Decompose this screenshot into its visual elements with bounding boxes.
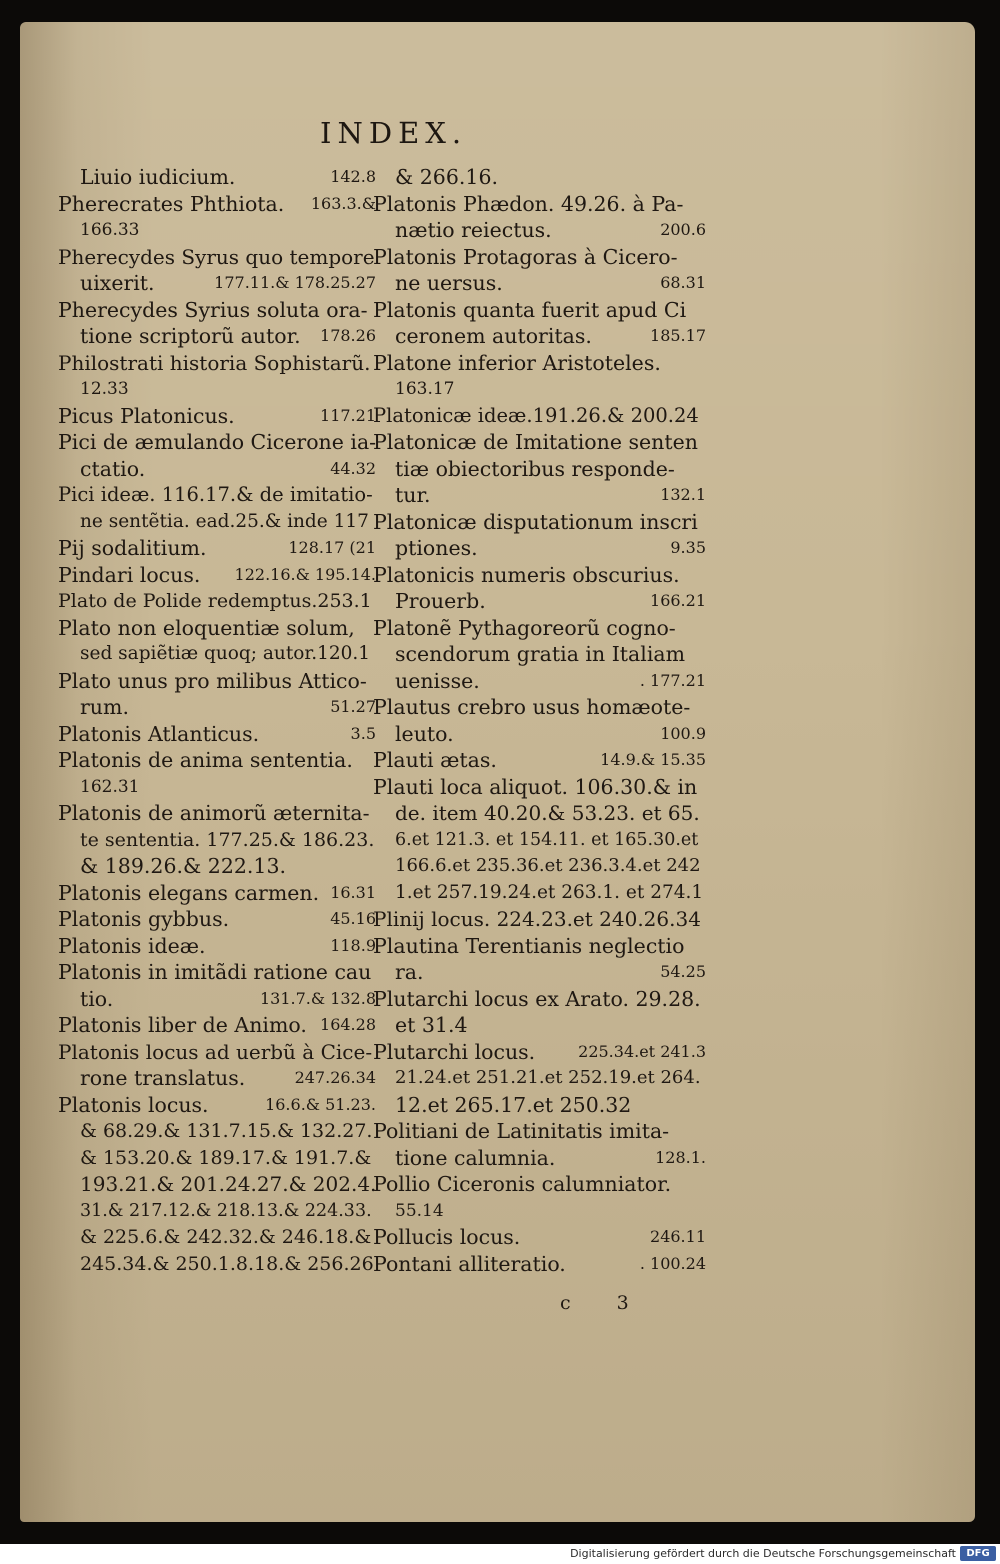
index-entry-page-ref: 118.9: [330, 935, 376, 955]
index-entry-text: Platonis quanta fuerit apud Ci: [373, 297, 687, 322]
index-entry-text: Platonicæ ideæ.191.26.& 200.24: [373, 403, 699, 427]
index-entry: [373, 1251, 706, 1278]
index-entry: [373, 615, 706, 642]
index-entry-text: 245.34.& 250.1.8.18.& 256.26: [80, 1252, 374, 1275]
index-entry-text: Platonis elegans carmen.: [58, 880, 320, 905]
index-entry: [58, 933, 376, 960]
index-entry: [58, 880, 376, 907]
index-entry-text: Plauti loca aliquot. 106.30.& in: [373, 774, 698, 799]
index-entry: [373, 774, 706, 801]
index-entry-text: Plutarchi locus.: [373, 1039, 536, 1064]
index-entry-page-ref: 117.21: [320, 405, 376, 425]
index-entry-page-ref: 164.28: [320, 1015, 376, 1034]
index-entry: [58, 1012, 376, 1039]
index-column-right: [373, 164, 706, 1277]
index-entry: [373, 986, 706, 1013]
index-entry-text: 21.24.et 251.21.et 252.19.et 264.: [395, 1067, 701, 1088]
index-entry: [373, 244, 706, 271]
index-entry-text: scendorum gratia in Italiam: [395, 642, 686, 666]
index-entry: [373, 1171, 706, 1198]
index-entry-page-ref: 225.34.et 241.3: [578, 1041, 706, 1061]
index-entry-text: Platonẽ Pythagoreorũ cogno-: [373, 615, 676, 640]
index-entry: [373, 1065, 706, 1092]
index-entry-text: ne uersus.: [395, 271, 503, 295]
index-entry-text: nætio reiectus.: [395, 218, 552, 242]
index-entry-page-ref: 132.1: [660, 485, 706, 504]
index-entry-text: Platonis locus.: [58, 1092, 209, 1117]
index-entry: [58, 721, 376, 748]
index-entry-text: Plautus crebro usus homæote-: [373, 695, 691, 719]
index-entry-page-ref: 122.16.& 195.14.: [234, 564, 376, 584]
index-entry-page-ref: 246.11: [650, 1227, 706, 1246]
index-entry-text: Pherecydes Syrus quo tempore: [58, 244, 375, 269]
index-entry-text: ctatio.: [80, 456, 146, 481]
index-entry-text: Pontani alliteratio.: [373, 1251, 566, 1276]
index-entry: [373, 403, 706, 430]
index-entry: [373, 562, 706, 589]
index-entry-text: & 266.16.: [395, 165, 499, 189]
index-entry: [58, 800, 376, 827]
footer-bar: [0, 1544, 1000, 1564]
index-entry-text: 193.21.& 201.24.27.& 202.4.: [80, 1172, 377, 1196]
index-entry: [58, 1118, 376, 1145]
index-entry: [58, 456, 376, 483]
index-entry: [373, 747, 706, 774]
index-entry-text: 12.et 265.17.et 250.32: [395, 1092, 632, 1117]
index-entry: [373, 1118, 706, 1145]
index-entry-text: Plinij locus. 224.23.et 240.26.34: [373, 907, 701, 931]
index-entry: [58, 1065, 376, 1092]
index-entry-text: Prouerb.: [395, 589, 486, 613]
index-entry: [373, 906, 706, 933]
index-entry: [58, 535, 376, 562]
index-entry: [373, 721, 706, 748]
index-entry: [58, 906, 376, 933]
index-entry-text: de. item 40.20.& 53.23. et 65.: [395, 801, 700, 825]
index-entry: [58, 562, 376, 589]
index-entry: [373, 1198, 706, 1225]
index-entry-text: Platonis locus ad uerbũ à Cice-: [58, 1039, 373, 1064]
index-entry-text: Platonis de anima sententia.: [58, 748, 353, 772]
index-entry: [58, 641, 376, 668]
index-entry-text: & 189.26.& 222.13.: [80, 854, 287, 878]
index-entry: [373, 1092, 706, 1119]
index-entry-page-ref: 54.25: [660, 962, 706, 981]
index-entry: [373, 1145, 706, 1172]
index-entry-text: 12.33: [80, 379, 129, 399]
index-entry-text: rum.: [80, 695, 129, 719]
index-entry-text: Plautina Terentianis neglectio: [373, 933, 685, 958]
index-entry-text: 6.et 121.3. et 154.11. et 165.30.et: [395, 829, 699, 850]
index-entry-text: Pici de æmulando Cicerone ia-: [58, 430, 377, 454]
index-entry-text: tur.: [395, 483, 431, 507]
index-entry: [58, 1092, 376, 1119]
index-entry: [373, 827, 706, 854]
index-entry-text: 163.17: [395, 379, 455, 399]
index-entry-text: ptiones.: [395, 536, 478, 560]
index-entry: [373, 880, 706, 907]
index-entry: [58, 827, 376, 854]
index-entry-text: tione calumnia.: [395, 1145, 556, 1170]
index-entry-text: rone translatus.: [80, 1066, 246, 1090]
index-entry-text: Platonis de animorũ æternita-: [58, 801, 370, 825]
index-entry: [58, 615, 376, 642]
index-entry-text: Plato non eloquentiæ solum,: [58, 615, 355, 640]
index-entry-page-ref: 51.27: [330, 697, 376, 716]
index-entry: [373, 456, 706, 483]
index-entry-text: Pindari locus.: [58, 562, 201, 587]
index-entry: [373, 959, 706, 986]
index-entry-text: Pollio Ciceronis calumniator.: [373, 1172, 672, 1196]
index-entry: [373, 297, 706, 324]
index-entry: [58, 244, 376, 271]
index-entry: [373, 668, 706, 695]
index-entry-text: Platonis liber de Animo.: [58, 1013, 307, 1037]
index-entry-text: 55.14: [395, 1200, 444, 1221]
index-entry-text: et 31.4: [395, 1013, 468, 1037]
index-entry: [373, 800, 706, 827]
index-entry-page-ref: 128.17 (21: [288, 538, 376, 557]
index-entry: [58, 986, 376, 1013]
running-head: INDEX.: [320, 116, 468, 150]
index-entry: [58, 588, 376, 615]
index-entry: [373, 509, 706, 536]
index-entry: [373, 217, 706, 244]
index-entry: [58, 297, 376, 324]
index-entry-text: uixerit.: [80, 271, 155, 295]
footer-credit: Digitalisierung gefördert durch die Deutsche Forschungsgemeinschaft: [570, 1547, 956, 1560]
index-entry: [58, 509, 376, 536]
index-entry: [58, 774, 376, 801]
index-entry-text: & 68.29.& 131.7.15.& 132.27.: [80, 1120, 373, 1142]
index-entry: [373, 376, 706, 403]
index-entry-text: te sententia. 177.25.& 186.23.: [80, 828, 375, 851]
index-entry-text: Pollucis locus.: [373, 1225, 521, 1249]
dfg-logo: DFG: [960, 1546, 996, 1561]
index-entry: [58, 164, 376, 191]
index-entry: [373, 1012, 706, 1039]
index-entry-text: sed sapiẽtiæ quoq; autor.120.1: [80, 643, 371, 664]
index-entry: [58, 482, 376, 509]
index-entry-text: Plutarchi locus ex Arato. 29.28.: [373, 986, 701, 1011]
index-entry-text: Plato unus pro milibus Attico-: [58, 668, 367, 693]
index-entry: [58, 747, 376, 774]
index-entry-text: 162.31: [80, 776, 140, 797]
index-entry-page-ref: 100.9: [660, 723, 706, 743]
index-entry-text: Platonis in imitãdi ratione cau: [58, 960, 372, 984]
index-entry-text: tiæ obiectoribus responde-: [395, 456, 675, 481]
index-entry: [58, 853, 376, 880]
index-entry-page-ref: 185.17: [650, 326, 706, 345]
index-entry-text: Philostrati historia Sophistarũ.: [58, 350, 371, 375]
index-entry-page-ref: . 177.21: [639, 670, 706, 690]
index-entry: [373, 191, 706, 218]
index-entry-text: Platonis Phædon. 49.26. à Pa-: [373, 191, 684, 216]
index-entry-text: 166.33: [80, 220, 140, 240]
index-entry: [58, 1171, 376, 1198]
index-entry: [373, 853, 706, 880]
index-entry: [58, 1198, 376, 1225]
index-entry-page-ref: 45.16: [330, 909, 376, 928]
index-entry-page-ref: . 100.24: [639, 1253, 706, 1273]
index-entry-text: Platonicæ disputationum inscri: [373, 509, 698, 534]
index-entry-text: Platone inferior Aristoteles.: [373, 350, 661, 375]
index-entry: [373, 1039, 706, 1066]
index-entry-page-ref: 44.32: [330, 458, 376, 478]
index-entry-text: Picus Platonicus.: [58, 403, 235, 428]
index-entry: [58, 1251, 376, 1278]
index-entry-page-ref: 163.3.&: [310, 193, 376, 213]
index-entry: [373, 323, 706, 350]
index-entry-text: uenisse.: [395, 668, 480, 693]
index-entry: [58, 429, 376, 456]
index-entry: [373, 535, 706, 562]
index-entry: [373, 350, 706, 377]
index-entry-text: Platonis gybbus.: [58, 907, 230, 931]
index-entry: [373, 164, 706, 191]
index-entry: [373, 933, 706, 960]
signature-mark: c 3: [560, 1292, 649, 1314]
index-entry-text: Platonis ideæ.: [58, 933, 206, 958]
index-entry-text: tio.: [80, 986, 114, 1011]
index-entry: [58, 270, 376, 297]
index-entry-text: ceronem autoritas.: [395, 324, 592, 348]
index-entry-page-ref: 177.11.& 178.25.27: [214, 273, 376, 292]
index-entry: [58, 959, 376, 986]
index-entry-text: Pherecydes Syrius soluta ora-: [58, 297, 368, 322]
index-entry-page-ref: 3.5: [350, 723, 376, 743]
index-entry-text: Platonicis numeris obscurius.: [373, 562, 680, 587]
index-entry: [58, 376, 376, 403]
index-entry: [58, 403, 376, 430]
index-entry-page-ref: 16.31: [330, 882, 376, 902]
index-entry-text: Pherecrates Phthiota.: [58, 191, 285, 216]
index-entry-page-ref: 14.9.& 15.35: [600, 750, 706, 769]
index-entry-text: ne sentẽtia. ead.25.& inde 117: [80, 510, 369, 532]
index-entry: [58, 350, 376, 377]
index-entry-page-ref: 16.6.& 51.23.: [265, 1094, 376, 1114]
index-entry-page-ref: 166.21: [650, 591, 706, 610]
index-entry: [373, 270, 706, 297]
index-entry: [58, 217, 376, 244]
index-entry: [58, 1224, 376, 1251]
index-entry-page-ref: 142.8: [330, 167, 376, 186]
index-entry: [373, 694, 706, 721]
index-entry-text: 166.6.et 235.36.et 236.3.4.et 242: [395, 855, 701, 876]
index-entry: [373, 482, 706, 509]
index-entry-text: leuto.: [395, 721, 454, 746]
index-entry-text: Pici ideæ. 116.17.& de imitatio-: [58, 483, 373, 506]
index-column-left: [58, 164, 376, 1277]
index-entry-page-ref: 68.31: [660, 273, 706, 292]
index-entry-text: Liuio iudicium.: [80, 165, 236, 189]
index-entry-text: Platonicæ de Imitatione senten: [373, 430, 698, 454]
index-entry-text: 1.et 257.19.24.et 263.1. et 274.1: [395, 881, 704, 903]
index-entry: [58, 1145, 376, 1172]
index-entry: [373, 588, 706, 615]
index-entry-text: Plato de Polide redemptus.253.1: [58, 590, 372, 612]
index-entry: [58, 694, 376, 721]
index-entry: [58, 323, 376, 350]
index-entry: [58, 668, 376, 695]
index-entry-page-ref: 247.26.34: [294, 1068, 376, 1087]
index-entry: [373, 429, 706, 456]
index-entry-text: tione scriptorũ autor.: [80, 324, 301, 348]
index-entry-text: ra.: [395, 960, 424, 984]
index-entry-page-ref: 9.35: [670, 538, 706, 557]
index-entry-page-ref: 131.7.& 132.8: [259, 988, 376, 1008]
index-entry-text: 31.& 217.12.& 218.13.& 224.33.: [80, 1200, 372, 1221]
index-entry: [58, 191, 376, 218]
index-entry: [373, 1224, 706, 1251]
index-entry: [58, 1039, 376, 1066]
index-entry-page-ref: 178.26: [320, 326, 376, 345]
index-entry-text: Pij sodalitium.: [58, 536, 207, 560]
index-entry-page-ref: 128.1.: [655, 1147, 706, 1167]
index-entry: [373, 641, 706, 668]
index-entry-text: Plauti ætas.: [373, 748, 497, 772]
index-entry-text: & 225.6.& 242.32.& 246.18.&: [80, 1226, 372, 1248]
index-entry-page-ref: 200.6: [660, 220, 706, 239]
index-entry-text: & 153.20.& 189.17.& 191.7.&: [80, 1146, 372, 1169]
index-entry-text: Platonis Protagoras à Cicero-: [373, 244, 678, 269]
index-entry-text: Politiani de Latinitatis imita-: [373, 1119, 670, 1143]
index-entry-text: Platonis Atlanticus.: [58, 721, 260, 746]
